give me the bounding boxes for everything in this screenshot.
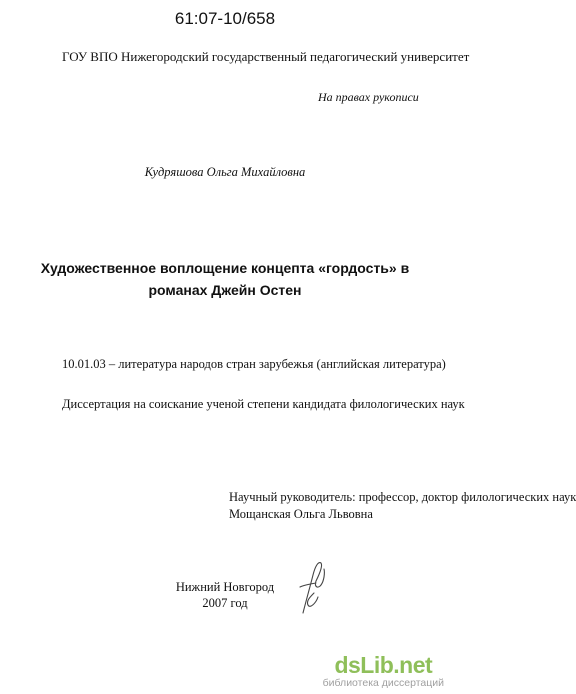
year: 2007 год xyxy=(202,596,248,610)
place: Нижний Новгород xyxy=(175,580,275,594)
author-name: Кудряшова Ольга Михайловна xyxy=(144,165,306,179)
degree-statement: Диссертация на соискание ученой степени кандидата филологических наук xyxy=(62,397,465,411)
dissertation-title xyxy=(0,257,450,301)
supervisor-block xyxy=(229,489,576,523)
dslib-logo: dsLib.net xyxy=(334,652,433,678)
supervisor-title: Научный руководитель: профессор, доктор филологических наук xyxy=(229,490,576,504)
dslib-subtitle: библиотека диссертаций xyxy=(322,677,444,689)
specialty-code: 10.01.03 – литература народов стран зарубежья (английская литература) xyxy=(62,357,446,371)
supervisor-name: Мощанская Ольга Львовна xyxy=(229,507,373,521)
title-line-2: романах Джейн Остен xyxy=(148,282,302,298)
manuscript-rights-note: На правах рукописи xyxy=(318,90,419,104)
university-name: ГОУ ВПО Нижегородский государственный педагогический университет xyxy=(62,49,470,64)
catalog-number: 61:07-10/658 xyxy=(174,9,276,28)
title-line-1: Художественное воплощение концепта «гордость» в xyxy=(40,260,410,276)
dslib-watermark xyxy=(323,653,444,689)
handwritten-signature xyxy=(294,557,334,619)
place-and-year xyxy=(0,579,450,611)
